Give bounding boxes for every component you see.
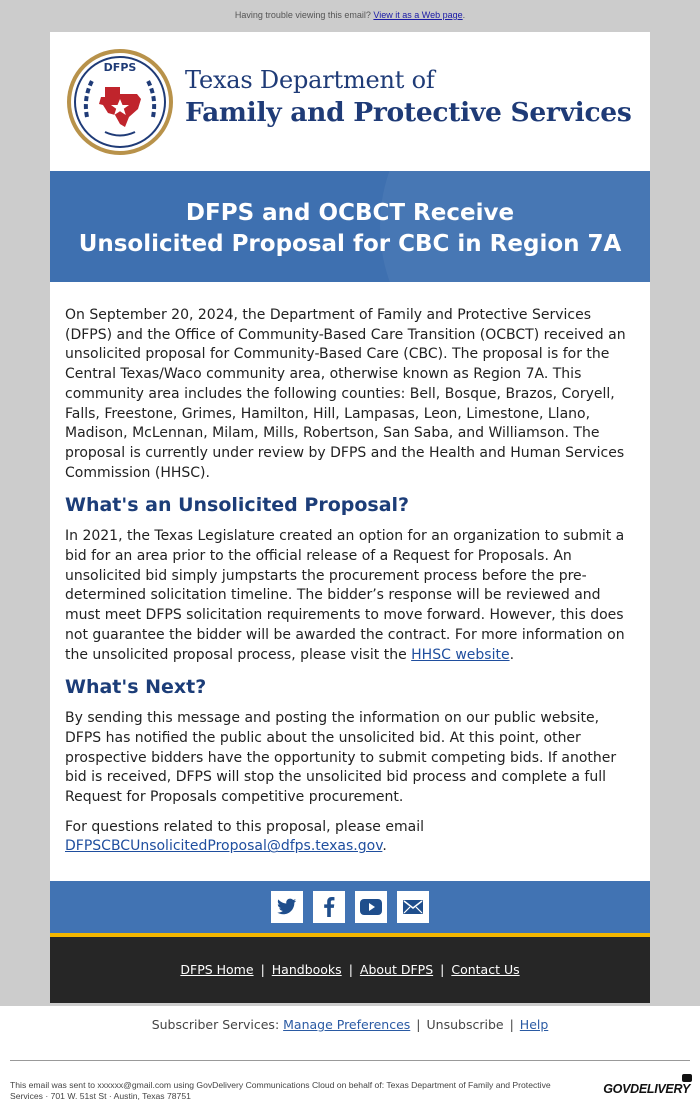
email-body xyxy=(50,282,650,881)
view-web-page-link[interactable]: View it as a Web page xyxy=(373,10,463,20)
agency-name-line1: Texas Department of xyxy=(185,66,435,94)
social-bar xyxy=(50,881,650,937)
unsolicited-paragraph: In 2021, the Texas Legislature created an option for an organization to submit a bid for an area prior to the official release of a Request for Proposals. An unsolicited bid simply jumpstarts the procurement process before the pre-determined solicitation timeline. The bidder’s response will be reviewed and must meet DFPS solicitation requirements to move forward. However, this does not guarantee the bidder will be awarded the contract. For more information on the unsolicited proposal process, please visit the HHSC website. xyxy=(65,528,625,663)
footer-link-dfps-home[interactable]: DFPS Home xyxy=(180,962,254,978)
unsubscribe-link[interactable]: Unsubscribe xyxy=(426,1017,504,1032)
email-card xyxy=(50,32,650,1003)
agency-name xyxy=(185,64,631,130)
logo-header xyxy=(50,32,650,171)
hhsc-website-link[interactable]: HHSC website xyxy=(411,646,510,663)
footer-link-contact-us[interactable]: Contact Us xyxy=(451,962,520,978)
youtube-icon[interactable] xyxy=(355,891,387,923)
contact-paragraph: For questions related to this proposal, please email DFPSCBCUnsolicitedProposal@dfps.texas.gov. xyxy=(65,818,424,855)
section-heading-next: What's Next? xyxy=(65,676,207,699)
section-heading-unsolicited: What's an Unsolicited Proposal? xyxy=(65,494,410,517)
facebook-icon[interactable] xyxy=(313,891,345,923)
govdelivery-logo: GOVDELIVERY xyxy=(603,1082,690,1096)
speech-bubble-icon xyxy=(682,1074,692,1082)
svg-text:DFPS: DFPS xyxy=(103,61,137,74)
twitter-icon[interactable] xyxy=(271,891,303,923)
intro-paragraph: On September 20, 2024, the Department of Family and Protective Services (DFPS) and the Office of Community-Based Care Transition (OCBCT) received an unsolicited proposal for Community-Based Care (CBC). The proposal is for the Central Texas/Waco community area, otherwise known as Region 7A. This community area includes the following counties: Bell, Bosque, Brazos, Coryell, Falls, Freestone, Grimes, Hamilton, Hill, Lampasas, Leon, Limestone, Llano, Madison, McLennan, Milam, Mills, Robertson, San Saba, and Williamson. The proposal is currently under review by DFPS and the Health and Human Services Commission (HHSC). xyxy=(65,307,626,481)
footer-link-about-dfps[interactable]: About DFPS xyxy=(359,962,434,978)
footer-link-handbooks[interactable]: Handbooks xyxy=(271,962,342,978)
subscriber-footer xyxy=(0,1006,700,1113)
title-banner xyxy=(50,171,650,282)
help-link[interactable]: Help xyxy=(519,1017,549,1032)
next-paragraph: By sending this message and posting the information on our public website, DFPS has notified the public about the unsolicited bid. At this point, other prospective bidders have the opportunity to submit competing bids. If another bid is received, DFPS will stop the unsolicited bid process and complete a full Request for Proposals competitive procurement. xyxy=(65,710,617,806)
divider xyxy=(10,1060,690,1061)
email-icon[interactable] xyxy=(397,891,429,923)
page-title: DFPS and OCBCT Receive Unsolicited Proposal for CBC in Region 7A xyxy=(78,200,622,257)
preheader: Having trouble viewing this email? View it as a Web page. xyxy=(234,10,466,20)
subscriber-services: Subscriber Services: Manage Preferences | Unsubscribe | Help xyxy=(151,1017,549,1032)
preheader-text: Having trouble viewing this email? xyxy=(234,10,374,20)
agency-name-line2: Family and Protective Services xyxy=(185,97,632,128)
manage-preferences-link[interactable]: Manage Preferences xyxy=(283,1017,411,1032)
dfps-seal-logo xyxy=(65,47,175,157)
email-link[interactable]: DFPSCBCUnsolicitedProposal@dfps.texas.gov xyxy=(65,838,383,855)
legal-text: This email was sent to xxxxxx@gmail.com using GovDelivery Communications Cloud on behalf of: Texas Department of Family and Protective Services · 701 W. 51st St · Austin, Texas 78751 xyxy=(10,1080,551,1101)
footer-nav: DFPS Home | Handbooks | About DFPS | Contact Us xyxy=(50,937,650,1003)
